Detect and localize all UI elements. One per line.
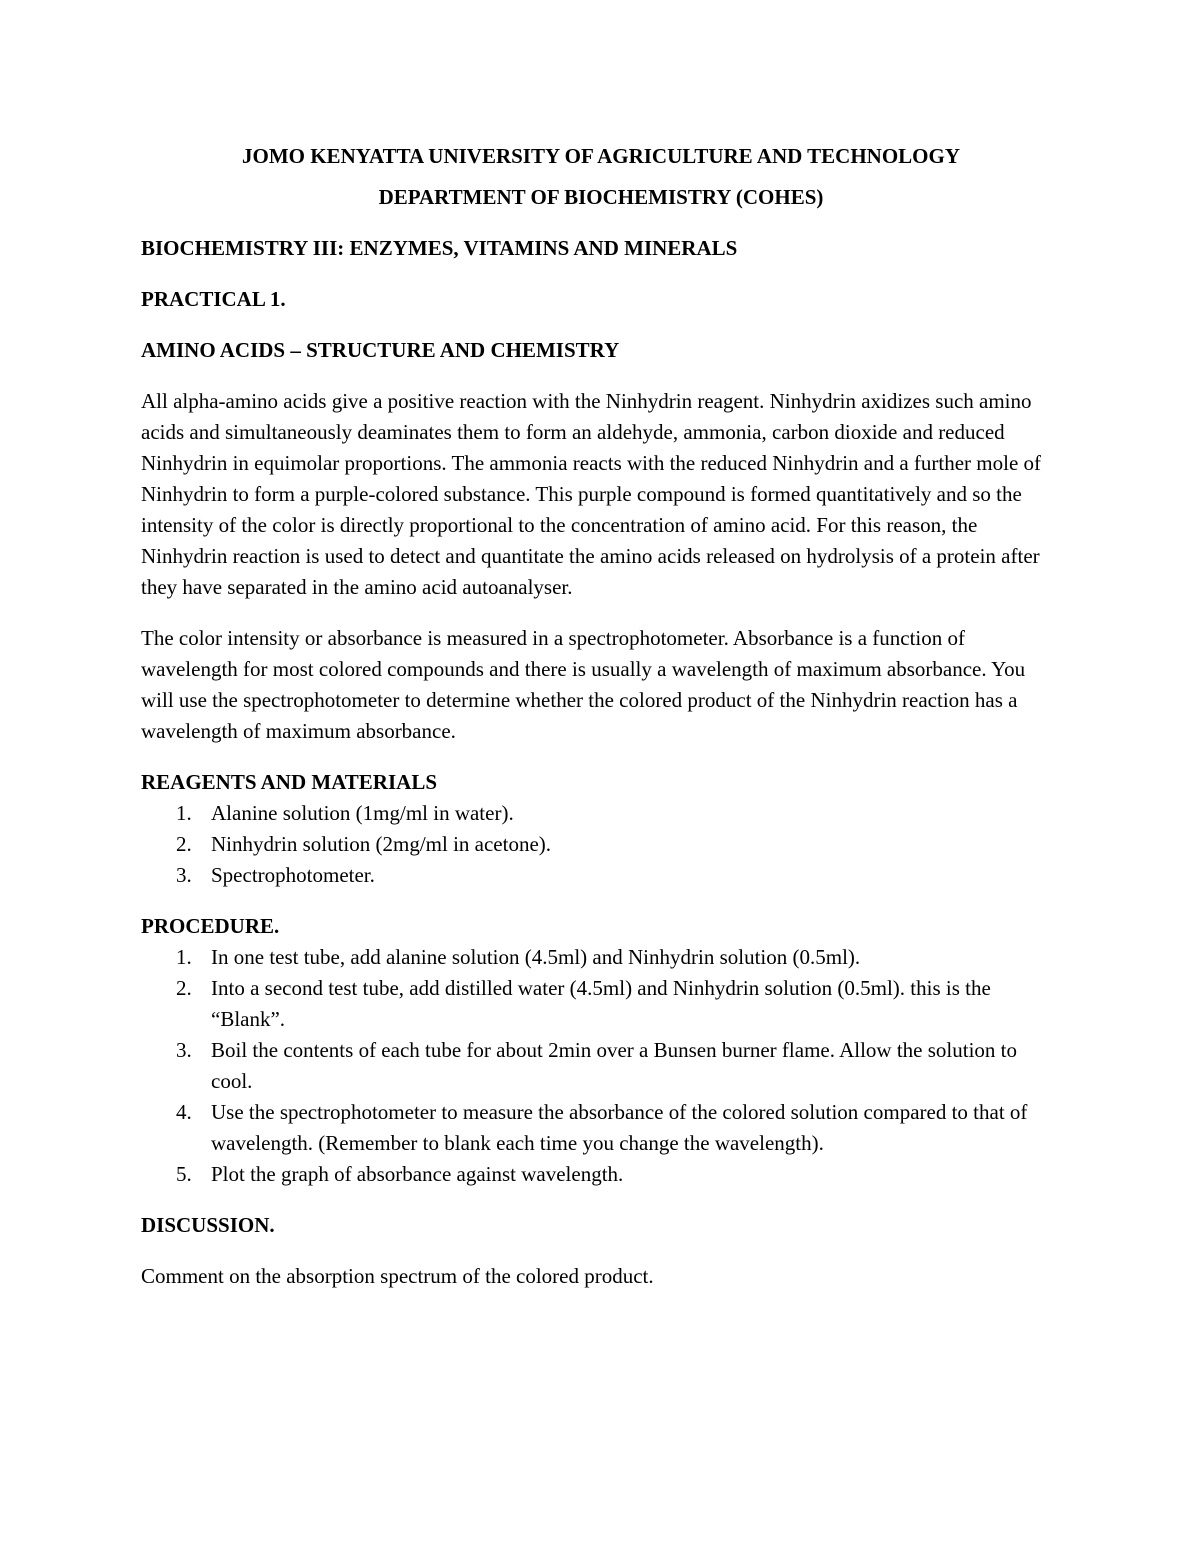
course-title: BIOCHEMISTRY III: ENZYMES, VITAMINS AND MINERALS	[141, 236, 738, 260]
list-item-number: 4.	[176, 1100, 192, 1124]
list-item	[141, 1035, 1061, 1097]
practical-heading: PRACTICAL 1.	[141, 287, 286, 311]
document-body	[141, 141, 1061, 1292]
intro-paragraph-2: The color intensity or absorbance is measured in a spectrophotometer. Absorbance is a function of wavelength for most colored compounds and there is usually a wavelength of maximum absorbance. You will use the spectrophotometer to determine whether the colored product of the Ninhydrin reaction has a wavelength of maximum absorbance.	[141, 626, 1026, 743]
discussion-text: Comment on the absorption spectrum of the colored product.	[141, 1264, 654, 1288]
list-item-number: 1.	[176, 801, 192, 825]
reagents-heading: REAGENTS AND MATERIALS	[141, 770, 437, 794]
intro-paragraph-1: All alpha-amino acids give a positive reaction with the Ninhydrin reagent. Ninhydrin axidizes such amino acids and simultaneously deaminates them to form an aldehyde, ammonia, carbon dioxide and reduced Ninhydrin in equimolar proportions. The ammonia reacts with the reduced Ninhydrin and a further mole of Ninhydrin to form a purple-colored substance. This purple compound is formed quantitatively and so the intensity of the color is directly proportional to the concentration of amino acid. For this reason, the Ninhydrin reaction is used to detect and quantitate the amino acids released on hydrolysis of a protein after they have separated in the amino acid autoanalyser.	[141, 389, 1042, 599]
list-item-number: 3.	[176, 863, 192, 887]
list-item	[141, 1159, 1061, 1190]
list-item-text: Into a second test tube, add distilled water (4.5ml) and Ninhydrin solution (0.5ml). this is the “Blank”.	[211, 976, 991, 1031]
reagents-list	[141, 798, 1061, 891]
list-item	[141, 1097, 1061, 1159]
list-item-text: Alanine solution (1mg/ml in water).	[211, 801, 514, 825]
list-item-text: Ninhydrin solution (2mg/ml in acetone).	[211, 832, 552, 856]
list-item-number: 1.	[176, 945, 192, 969]
list-item-number: 2.	[176, 832, 192, 856]
list-item-number: 2.	[176, 976, 192, 1000]
list-item-number: 3.	[176, 1038, 192, 1062]
list-item-text: In one test tube, add alanine solution (4.5ml) and Ninhydrin solution (0.5ml).	[211, 945, 861, 969]
procedure-heading: PROCEDURE.	[141, 914, 280, 938]
list-item	[141, 942, 1061, 973]
list-item-text: Spectrophotometer.	[211, 863, 375, 887]
list-item	[141, 798, 1061, 829]
procedure-list	[141, 942, 1061, 1190]
university-heading: JOMO KENYATTA UNIVERSITY OF AGRICULTURE AND TECHNOLOGY	[241, 144, 961, 168]
list-item	[141, 829, 1061, 860]
list-item-text: Boil the contents of each tube for about 2min over a Bunsen burner flame. Allow the solution to cool.	[211, 1038, 1017, 1093]
discussion-heading: DISCUSSION.	[141, 1213, 275, 1237]
list-item	[141, 973, 1061, 1035]
list-item-text: Use the spectrophotometer to measure the absorbance of the colored solution compared to that of wavelength. (Remember to blank each time you change the wavelength).	[211, 1100, 1028, 1155]
topic-heading: AMINO ACIDS – STRUCTURE AND CHEMISTRY	[141, 338, 620, 362]
list-item-text: Plot the graph of absorbance against wavelength.	[211, 1162, 624, 1186]
department-heading: DEPARTMENT OF BIOCHEMISTRY (COHES)	[378, 185, 824, 209]
list-item	[141, 860, 1061, 891]
list-item-number: 5.	[176, 1162, 192, 1186]
